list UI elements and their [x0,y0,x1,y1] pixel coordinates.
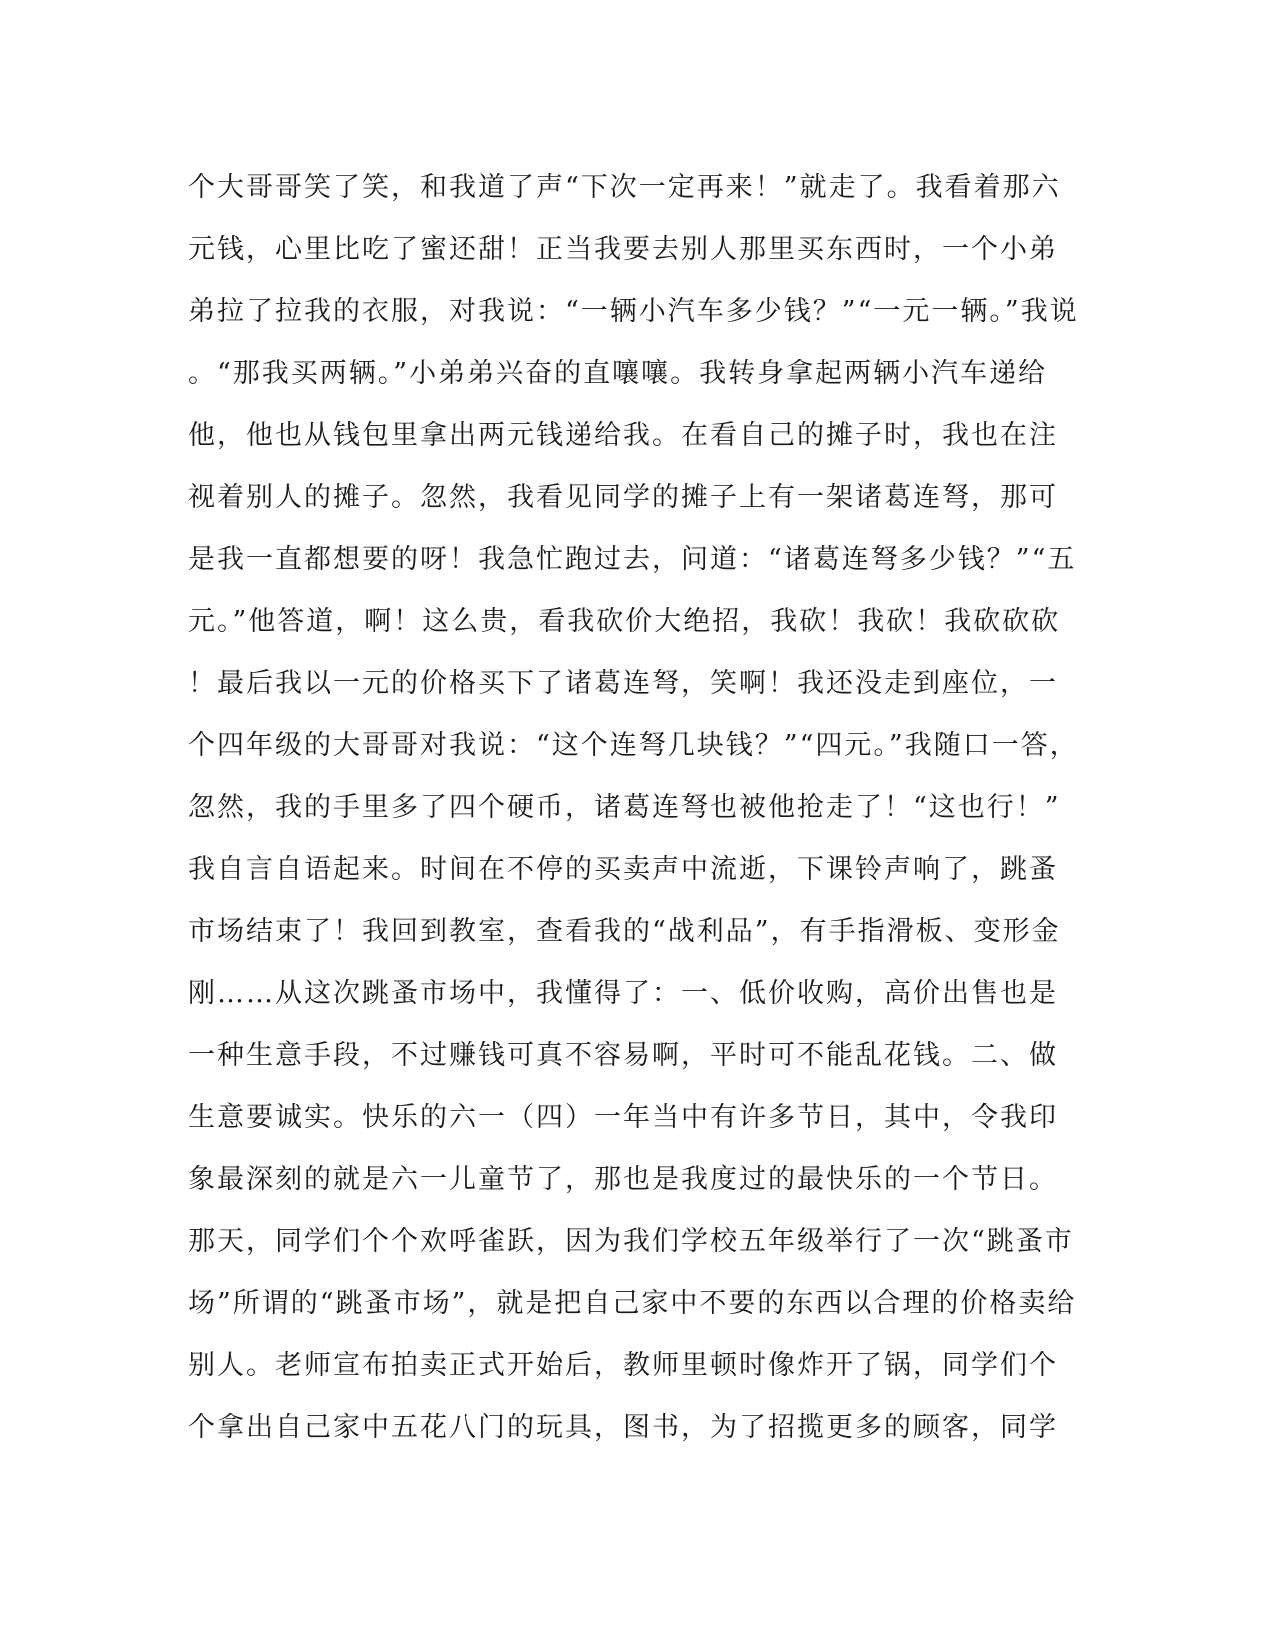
text-line: 个大哥哥笑了笑，和我道了声“下次一定再来！”就走了。我看着那六 [188,172,1061,203]
text-line: 市场结束了！我回到教室，查看我的“战利品”，有手指滑板、变形金 [188,916,1061,947]
text-line: 个四年级的大哥哥对我说：“这个连弩几块钱？”“四元。”我随口一答， [188,730,1079,761]
text-line: 忽然，我的手里多了四个硬币，诸葛连弩也被他抢走了！“这也行！” [188,792,1061,823]
text-line: 生意要诚实。快乐的六一（四）一年当中有许多节日，其中，令我印 [188,1102,1058,1133]
text-line: 一种生意手段，不过赚钱可真不容易啊，平时可不能乱花钱。二、做 [188,1040,1058,1071]
text-line: 他，他也从钱包里拿出两元钱递给我。在看自己的摊子时，我也在注 [188,420,1058,451]
text-line: 元。”他答道，啊！这么贵，看我砍价大绝招，我砍！我砍！我砍砍砍 [188,606,1061,637]
text-line: 我自言自语起来。时间在不停的买卖声中流逝，下课铃声响了，跳蚤 [188,854,1058,885]
text-line: 元钱，心里比吃了蜜还甜！正当我要去别人那里买东西时，一个小弟 [188,234,1058,265]
text-line: 刚……从这次跳蚤市场中，我懂得了：一、低价收购，高价出售也是 [188,978,1058,1009]
body-text [188,157,1088,1459]
text-line: 个拿出自己家中五花八门的玩具，图书，为了招揽更多的顾客，同学 [188,1412,1058,1443]
text-line: 视着别人的摊子。忽然，我看见同学的摊子上有一架诸葛连弩，那可 [188,482,1058,513]
text-line: 象最深刻的就是六一儿童节了，那也是我度过的最快乐的一个节日。 [188,1164,1058,1195]
text-line: 那天，同学们个个欢呼雀跃，因为我们学校五年级举行了一次“跳蚤市 [188,1226,1074,1257]
text-line: 是我一直都想要的呀！我急忙跑过去，问道：“诸葛连弩多少钱？”“五 [188,544,1077,575]
text-line: 别人。老师宣布拍卖正式开始后，教师里顿时像炸开了锅，同学们个 [188,1350,1058,1381]
text-line: ！最后我以一元的价格买下了诸葛连弩，笑啊！我还没走到座位，一 [188,668,1058,699]
text-line: 弟拉了拉我的衣服，对我说：“一辆小汽车多少钱？”“一元一辆。”我说 [188,296,1079,327]
text-line: 场”所谓的“跳蚤市场”，就是把自己家中不要的东西以合理的价格卖给 [188,1288,1077,1319]
text-line: 。“那我买两辆。”小弟弟兴奋的直嚷嚷。我转身拿起两辆小汽车递给 [188,358,1048,389]
